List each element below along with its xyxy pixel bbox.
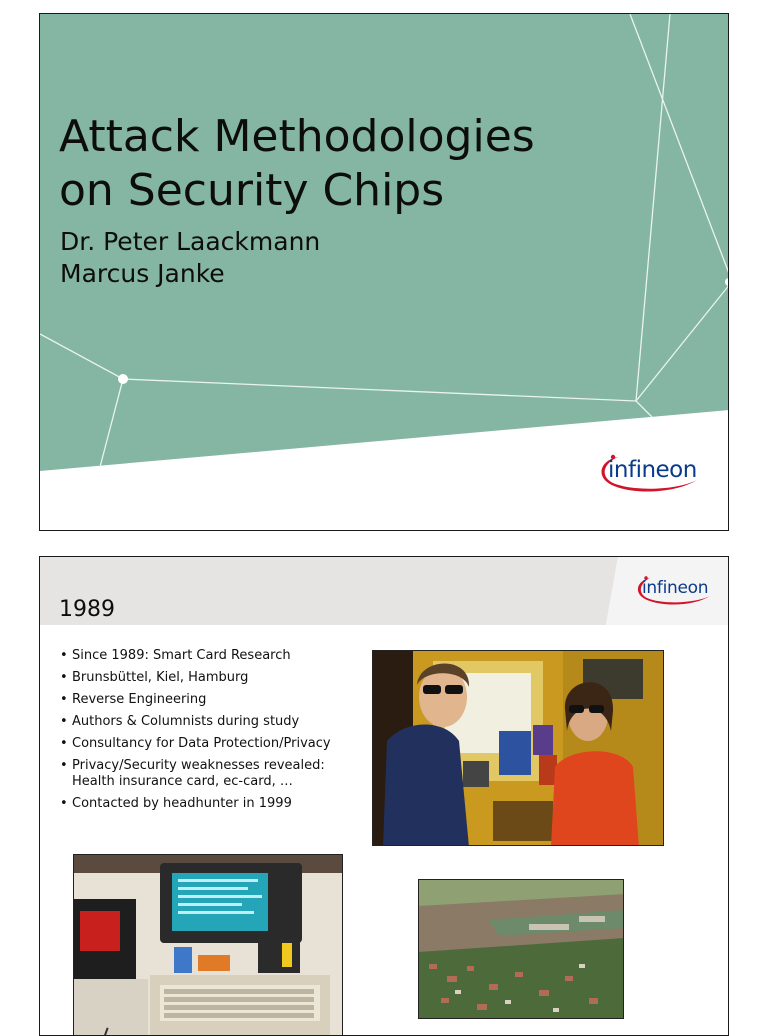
bullet-item <box>60 758 360 790</box>
aerial-photo-icon <box>419 880 624 1019</box>
photo-aerial-town <box>418 879 624 1019</box>
bullet-item <box>60 736 360 752</box>
bullet-text: Health insurance card, ec-card, … <box>72 774 293 789</box>
bullet-text: • Authors & Columnists during study <box>72 714 300 729</box>
bullet-text: • Privacy/Security weaknesses revealed: <box>72 758 325 773</box>
bullet-text: • Brunsbüttel, Kiel, Hamburg <box>72 670 249 685</box>
author-list <box>60 226 320 290</box>
photo-two-people <box>372 650 664 846</box>
photo-home-computer <box>73 854 343 1036</box>
bullet-item <box>60 796 360 812</box>
people-photo-icon <box>373 651 664 846</box>
bullet-item <box>60 714 360 730</box>
title-slide <box>39 13 729 531</box>
slide-title <box>59 110 659 218</box>
bullet-item <box>60 648 360 664</box>
author-name: Marcus Janke <box>60 259 225 288</box>
slide-header-band <box>40 557 729 627</box>
bullet-text: • Since 1989: Smart Card Research <box>72 648 291 663</box>
title-line: on Security Chips <box>59 165 445 216</box>
slide-title: 1989 <box>59 597 115 622</box>
content-slide <box>39 556 729 1036</box>
infineon-logo <box>596 448 700 500</box>
bullet-list <box>60 648 360 818</box>
title-line: Attack Methodologies <box>59 111 535 162</box>
logo-wordmark: infineon <box>608 457 697 483</box>
computer-photo-icon <box>74 855 343 1036</box>
bullet-item <box>60 692 360 708</box>
bullet-item <box>60 670 360 686</box>
logo-wordmark: infineon <box>642 578 709 598</box>
bullet-text: • Reverse Engineering <box>72 692 207 707</box>
bullet-text: • Consultancy for Data Protection/Privacy <box>72 736 331 751</box>
infineon-logo <box>634 571 712 611</box>
bullet-text: • Contacted by headhunter in 1999 <box>72 796 292 811</box>
author-name: Dr. Peter Laackmann <box>60 227 321 256</box>
